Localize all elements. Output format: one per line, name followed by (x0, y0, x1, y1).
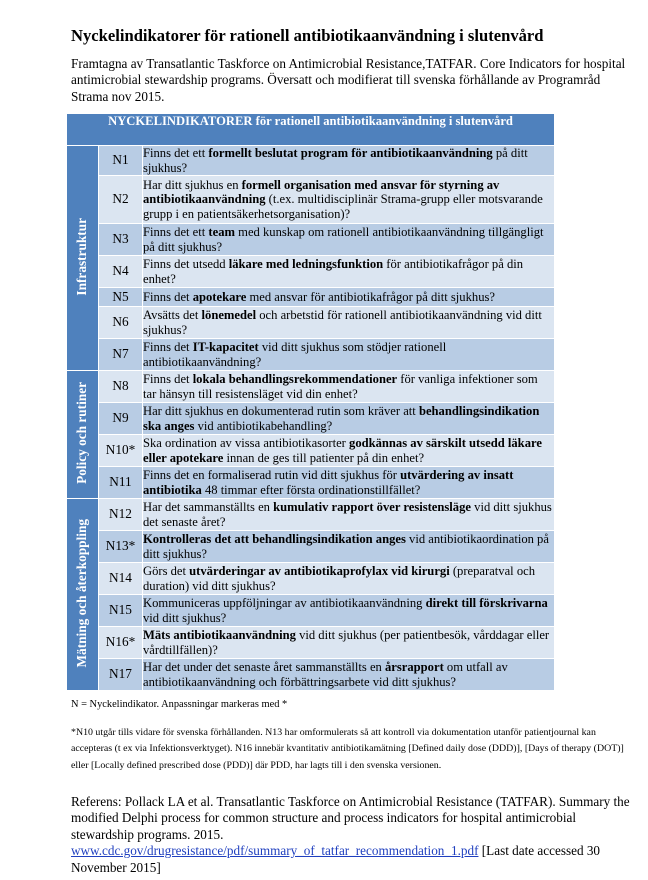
question-bold-part: behandlingsindikation ska anges (143, 404, 540, 433)
indicator-question (143, 288, 555, 307)
indicator-table (66, 113, 555, 691)
table-row (67, 563, 555, 595)
indicator-question (143, 146, 555, 176)
indicator-question (143, 627, 555, 659)
table-row (67, 499, 555, 531)
indicator-id: N2 (99, 176, 143, 224)
question-bold-part: formellt beslutat program för antibiotikaanvändning (208, 146, 493, 161)
question-part: för vanliga infektioner som tar hänsyn till resistensläget vid din enhet? (143, 372, 538, 401)
section-label (67, 371, 99, 499)
indicator-id: N7 (99, 339, 143, 371)
table-row (67, 467, 555, 499)
section-label (67, 499, 99, 691)
question-bold-part: läkare med ledningsfunktion (228, 257, 384, 272)
indicator-question (143, 403, 555, 435)
table-row (67, 256, 555, 288)
indicator-question (143, 339, 555, 371)
section-label-text: Infrastruktur (74, 217, 90, 296)
question-part: 48 timmar efter första ordinationstillfället? (201, 482, 421, 497)
section-label-text: Mätning och återkoppling (74, 518, 90, 668)
question-part: Har ditt sjukhus en (143, 178, 242, 193)
question-bold-part: Kontrolleras det att behandlingsindikation anges (143, 532, 406, 547)
question-bold-part: lönemedel (201, 308, 257, 323)
question-part: Ska ordination av vissa antibiotikasorter (143, 436, 350, 451)
reference-text: Referens: Pollack LA et al. Transatlantic Taskforce on Antimicrobial Resistance (TATFAR). Summary the modified Delphi process for common structure and process indicators for hospital antimicrobial stewardship programs. 2015. (71, 794, 630, 842)
indicator-question (143, 531, 555, 563)
indicator-id: N10* (99, 435, 143, 467)
question-bold-part: formell organisation med ansvar för styrning av antibiotikaanvändning (143, 178, 500, 207)
indicator-question (143, 435, 555, 467)
question-part: vid ditt sjukhus det senaste året? (143, 500, 552, 529)
indicator-question (143, 499, 555, 531)
question-part: vid antibiotikaordination på ditt sjukhus? (143, 532, 549, 561)
question-part: om utfall av antibiotikaanvändning och förbättringsarbete vid ditt sjukhus? (143, 660, 508, 689)
indicator-id: N9 (99, 403, 143, 435)
reference-suffix: [Last date accessed 30 November 2015] (71, 843, 601, 875)
question-part: Finns det (143, 340, 193, 355)
indicator-question (143, 307, 555, 339)
indicator-question (143, 176, 555, 224)
question-bold-part: lokala behandlingsrekommendationer (192, 372, 398, 387)
question-part: och arbetstid för rationell antibiotikaanvändning vid ditt sjukhus? (143, 308, 542, 337)
indicator-question (143, 371, 555, 403)
question-bold-part: IT-kapacitet (192, 340, 259, 355)
table-row (67, 435, 555, 467)
document-title: Nyckelindikatorer för rationell antibiotikaanvändning i slutenvård (71, 26, 544, 45)
table-row (67, 339, 555, 371)
indicator-id: N12 (99, 499, 143, 531)
question-part: vid ditt sjukhus som stödjer rationell antibiotikaanvändning? (143, 340, 447, 369)
question-bold-part: årsrapport (385, 660, 444, 675)
indicator-id: N11 (99, 467, 143, 499)
indicator-id: N5 (99, 288, 143, 307)
question-part: med kunskap om rationell antibiotikaanvändning tillgängligt på ditt sjukhus? (143, 225, 544, 254)
indicator-question (143, 467, 555, 499)
indicator-id: N15 (99, 595, 143, 627)
indicator-question (143, 595, 555, 627)
table-row (67, 288, 555, 307)
question-part: vid ditt sjukhus (per patientbesök, vårddagar eller vårdtillfällen)? (143, 628, 550, 657)
legend-note: N = Nyckelindikator. Anpassningar markeras med * (71, 699, 288, 710)
question-part: (t.ex. multidisciplinär Strama-grupp eller motsvarande grupp i en patientsäkerhetsorganisation)? (143, 192, 543, 221)
question-bold-part: direkt till förskrivarna (425, 596, 548, 611)
question-part: Har det under det senaste året sammanställts en (143, 660, 385, 675)
question-bold-part: godkännas av särskilt utsedd läkare eller apotekare (143, 436, 542, 465)
table-row (67, 531, 555, 563)
table-row (67, 176, 555, 224)
table-row (67, 224, 555, 256)
question-part: Finns det ett (143, 225, 209, 240)
question-part: vid ditt sjukhus? (143, 610, 227, 625)
question-bold-part: Mäts antibiotikaanvändning (143, 628, 296, 643)
section-label-text: Policy och rutiner (74, 381, 90, 484)
question-part: Har ditt sjukhus en dokumenterad rutin som kräver att (143, 404, 419, 419)
indicator-id: N17 (99, 659, 143, 691)
indicator-id: N16* (99, 627, 143, 659)
question-part: för antibiotikafrågor på din enhet? (143, 257, 524, 286)
question-bold-part: utvärderingar av antibiotikaprofylax vid kirurgi (189, 564, 450, 579)
footnote: *N10 utgår tills vidare för svenska förhållanden. N13 har omformulerats så att kontroll via dokumentation utanför patientjournal kan accepteras (t ex via Infektionsverktyget). N16 innebär kvantitativ antibiotikamätning [Defined daily dose (DDD)], [Days of therapy (DOT)] eller [Locally defined prescribed dose (PDD)] där PDD, har lagts till i den svenska versionen. (71, 727, 624, 771)
table-header: NYCKELINDIKATORER för rationell antibiotikaanvändning i slutenvård (67, 114, 555, 146)
question-part: Finns det utsedd (143, 257, 229, 272)
indicator-question (143, 563, 555, 595)
indicator-id: N4 (99, 256, 143, 288)
question-part: Kommuniceras uppföljningar av antibiotikaanvändning (143, 596, 426, 611)
table-row (67, 146, 555, 176)
reference (71, 794, 631, 876)
question-bold-part: apotekare (192, 289, 247, 304)
section-label (67, 146, 99, 371)
indicator-id: N8 (99, 371, 143, 403)
question-part: innan de ges till patienter på din enhet? (223, 450, 425, 465)
table-row (67, 595, 555, 627)
question-part: Finns det ett (143, 146, 209, 161)
table-body (67, 146, 555, 691)
table-row (67, 659, 555, 691)
question-part: på ditt sjukhus? (143, 146, 528, 175)
question-bold-part: kumulativ rapport över resistensläge (273, 500, 471, 515)
indicator-id: N13* (99, 531, 143, 563)
indicator-question (143, 256, 555, 288)
question-bold-part: team (208, 225, 235, 240)
question-part: Finns det (143, 289, 193, 304)
indicator-id: N3 (99, 224, 143, 256)
table-row (67, 371, 555, 403)
question-part: Finns det (143, 372, 193, 387)
intro-paragraph: Framtagna av Transatlantic Taskforce on Antimicrobial Resistance,TATFAR. Core Indicators for hospital antimicrobial stewardship programs. Översatt och modifierat till svenska förhållande av Programråd Strama nov 2015. (71, 56, 626, 104)
indicator-id: N14 (99, 563, 143, 595)
question-part: vid antibiotikabehandling? (194, 418, 333, 433)
indicator-question (143, 224, 555, 256)
question-part: med ansvar för antibiotikafrågor på ditt sjukhus? (246, 289, 495, 304)
indicator-id: N1 (99, 146, 143, 176)
question-part: (preparatval och duration) vid ditt sjukhus? (143, 564, 536, 593)
question-part: Avsätts det (143, 308, 202, 323)
indicator-question (143, 659, 555, 691)
table-row (67, 307, 555, 339)
table-row (67, 627, 555, 659)
question-part: Finns det en formaliserad rutin vid ditt sjukhus för (143, 468, 401, 483)
indicator-id: N6 (99, 307, 143, 339)
question-bold-part: utvärdering av insatt antibiotika (143, 468, 514, 497)
question-part: Har det sammanställts en (143, 500, 274, 515)
table-row (67, 403, 555, 435)
reference-link[interactable]: www.cdc.gov/drugresistance/pdf/summary_of_tatfar_recommendation_1.pdf (71, 843, 479, 859)
question-part: Görs det (143, 564, 190, 579)
